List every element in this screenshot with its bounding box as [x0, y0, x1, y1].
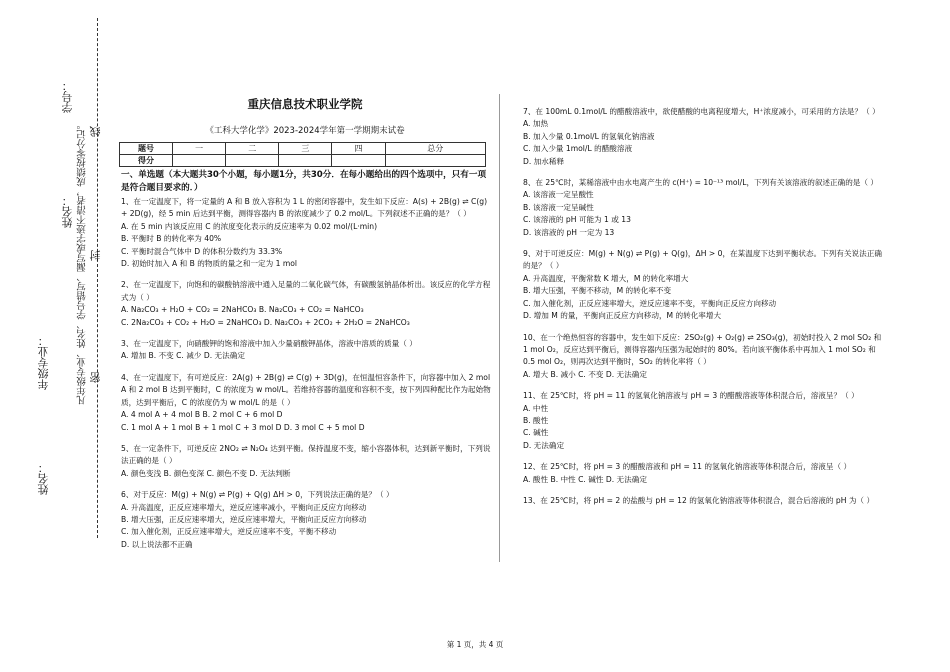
question-stem: 4、在一定温度下，有可逆反应：2A(g) + 2B(g) ⇌ C(g) + 3D(g)，在恒温恒容条件下，向容器中加入 2 mol A 和 2 mol B 达到平衡时，C 的浓度为 w mol/L。若维持容器的温度和容积不变，按下列四种配比作为起始物质，达到平衡后，C 的浓度仍为 w mol/L 的是（ ）: [121, 372, 491, 407]
question: [121, 443, 493, 480]
question-option: C. 1 mol A + 1 mol B + 1 mol C + 3 mol D D. 3 mol C + 5 mol D: [121, 422, 365, 432]
question-option: B. 平衡时 B 的转化率为 40%: [121, 234, 222, 244]
class-label: 年级专业：: [37, 335, 50, 390]
question: [523, 248, 883, 322]
question-stem: 12、在 25℃时，将 pH = 3 的醋酸溶液和 pH = 11 的氢氧化钠溶液等体积混合后，溶液呈（ ）: [523, 462, 852, 472]
question-stem: 9、对于可逆反应：M(g) + N(g) ⇌ P(g) + Q(g)，ΔH > 0，在某温度下达到平衡状态。下列有关说法正确的是？（ ）: [523, 249, 882, 271]
question: [121, 338, 493, 363]
question-option: A. 中性: [523, 403, 549, 413]
question: [121, 372, 493, 434]
question-option: A. Na₂CO₃ + H₂O + CO₂ = 2NaHCO₃ B. Na₂CO₃ + CO₂ = NaHCO₃: [121, 305, 364, 315]
question-stem: 8、在 25℃时，某稀溶液中由水电离产生的 c(H⁺) = 10⁻¹³ mol/L，下列有关该溶液的叙述正确的是（ ）: [523, 178, 878, 188]
exam-subtitle: 《工科大学化学》2023-2024学年第一学期期末试卷: [205, 126, 405, 136]
question-option: A. 颜色变浅 B. 颜色变深 C. 颜色不变 D. 无法判断: [121, 468, 291, 478]
binding-warning: 凡年级专业、姓名、学号错写、漏写或字迹不清者，成绩按零分记。: [77, 120, 88, 405]
question-stem: 1、在一定温度下，将一定量的 A 和 B 放入容积为 1 L 的密闭容器中，发生如下反应：A(s) + 2B(g) ⇌ C(g) + 2D(g)，经 5 min 后达到平衡，测得容器内 B 的浓度减少了 0.2 mol/L。下列叙述不正确的是？（ ）: [121, 197, 488, 219]
score-table: [119, 142, 486, 167]
left-column: [121, 196, 493, 560]
score-blank: [332, 155, 385, 167]
score-cell: 三: [279, 143, 332, 155]
question-stem: 5、在一定条件下，可逆反应 2NO₂ ⇌ N₂O₄ 达到平衡。保持温度不变，缩小容器体积，达到新平衡时，下列说法正确的是（ ）: [121, 443, 491, 466]
question-option: C. 碱性: [523, 428, 549, 438]
name-label: 姓名：: [61, 195, 74, 228]
question-option: C. 加入催化剂，正反应速率增大，逆反应速率不变，平衡向正反应方向移动: [523, 298, 777, 308]
score-row-label: 得分: [120, 155, 173, 167]
question-option: A. 4 mol A + 4 mol B B. 2 mol C + 6 mol D: [121, 410, 283, 420]
question-option: A. 升高温度，正反应速率增大，逆反应速率减小，平衡向正反应方向移动: [121, 502, 367, 512]
question: [523, 177, 883, 239]
score-cell: 总分: [385, 143, 485, 155]
question-option: A. 加热: [523, 119, 549, 129]
question: [523, 495, 883, 507]
seal-char-3: 线: [89, 126, 102, 137]
question-option: C. 加入催化剂，正反应速率增大，逆反应速率不变，平衡不移动: [121, 527, 337, 537]
score-cell: 题号: [120, 143, 173, 155]
question-option: D. 增加 M 的量，平衡向正反应方向移动，M 的转化率增大: [523, 311, 722, 321]
question-option: D. 无法确定: [523, 440, 565, 450]
score-cell: 二: [226, 143, 279, 155]
question-stem: 10、在一个绝热恒容的容器中，发生如下反应：2SO₂(g) + O₂(g) ⇌ 2SO₃(g)，初始时投入 2 mol SO₂ 和 1 mol O₂，反应达到平衡后，测得容器内压强为起始时的 80%。若向该平衡体系中再加入 1 mol SO₂ 和 0.5 mol O₂，则再次达到平衡时，SO₂ 的转化率将（ ）: [523, 332, 882, 367]
column-divider: [499, 94, 500, 562]
score-cell: 四: [332, 143, 385, 155]
question-stem: 2、在一定温度下，向饱和的碳酸钠溶液中通入足量的二氧化碳气体，有碳酸氢钠晶体析出。该反应的化学方程式为（ ）: [121, 280, 491, 302]
question-option: D. 初始时加入 A 和 B 的物质的量之和一定为 1 mol: [121, 259, 298, 269]
question-option: C. 该溶液的 pH 可能为 1 或 13: [523, 215, 631, 225]
binding-dashed-line: [97, 18, 98, 538]
question-option: C. 平衡时混合气体中 D 的体积分数约为 33.3%: [121, 246, 283, 256]
question-option: A. 增大 B. 减小 C. 不变 D. 无法确定: [523, 369, 647, 379]
question-option: A. 升高温度，平衡常数 K 增大，M 的转化率增大: [523, 273, 689, 283]
school-label: 姓名：: [37, 462, 50, 495]
question: [121, 196, 493, 270]
score-blank: [173, 155, 226, 167]
score-table-header-row: [120, 143, 486, 155]
question: [523, 332, 883, 382]
score-blank: [385, 155, 485, 167]
question-option: B. 该溶液一定呈碱性: [523, 202, 594, 212]
question-option: A. 增加 B. 不变 C. 减少 D. 无法确定: [121, 351, 245, 361]
question-stem: 7、在 100mL 0.1mol/L 的醋酸溶液中，欲使醋酸的电离程度增大，H⁺浓度减小，可采用的方法是？（ ）: [523, 107, 880, 116]
question-option: D. 以上说法都不正确: [121, 539, 193, 549]
question-stem: 6、对于反应：M(g) + N(g) ⇌ P(g) + Q(g) ΔH > 0，下列说法正确的是？（ ）: [121, 490, 394, 500]
question: [523, 106, 883, 168]
question-stem: 3、在一定温度下，向硝酸钾的饱和溶液中加入少量硝酸钾晶体，溶液中溶质的质量（ ）: [121, 339, 417, 349]
question-stem: 11、在 25℃时，将 pH = 11 的氢氧化钠溶液与 pH = 3 的醋酸溶液等体积混合后，溶液呈？（ ）: [523, 391, 859, 401]
question-option: B. 酸性: [523, 415, 549, 425]
question: [121, 489, 493, 551]
question-option: B. 增大压强，正反应速率增大，逆反应速率增大，平衡向正反应方向移动: [121, 514, 367, 524]
question-option: A. 在 5 min 内该反应用 C 的浓度变化表示的反应速率为 0.02 mol/(L·min): [121, 221, 378, 231]
question-stem: 13、在 25℃时，将 pH = 2 的盐酸与 pH = 12 的氢氧化钠溶液等体积混合，混合后溶液的 pH 为（ ）: [523, 495, 875, 505]
question-option: B. 增大压强，平衡不移动，M 的转化率不变: [523, 286, 672, 296]
student-id-label: 学号：: [61, 80, 74, 113]
score-blank: [226, 155, 279, 167]
right-column: [523, 106, 883, 516]
question-option: D. 加水稀释: [523, 156, 565, 166]
question: [121, 279, 493, 329]
school-title: 重庆信息技术职业学院: [247, 97, 363, 111]
score-blank: [279, 155, 332, 167]
score-cell: 一: [173, 143, 226, 155]
question: [523, 390, 883, 452]
question: [523, 461, 883, 486]
page-footer: 第 1 页，共 4 页: [446, 640, 504, 649]
seal-char-2: 封: [89, 250, 102, 261]
question-option: B. 加入少量 0.1mol/L 的氢氧化钠溶液: [523, 131, 655, 141]
question-option: C. 2Na₂CO₃ + CO₂ + H₂O = 2NaHCO₃ D. Na₂CO₃ + 2CO₂ + 2H₂O = 2NaHCO₃: [121, 317, 410, 327]
question-option: A. 酸性 B. 中性 C. 碱性 D. 无法确定: [523, 474, 647, 484]
question-option: A. 该溶液一定呈酸性: [523, 190, 594, 200]
section-heading: 一、单选题（本大题共30个小题，每小题1分，共30分．在每小题给出的四个选项中，只有一项是符合题目要求的．）: [121, 170, 487, 193]
question-option: C. 加入少量 1mol/L 的醋酸溶液: [523, 144, 633, 154]
question-option: D. 该溶液的 pH 一定为 13: [523, 227, 615, 237]
seal-char-1: 密: [89, 372, 102, 383]
score-table-score-row: [120, 155, 486, 167]
